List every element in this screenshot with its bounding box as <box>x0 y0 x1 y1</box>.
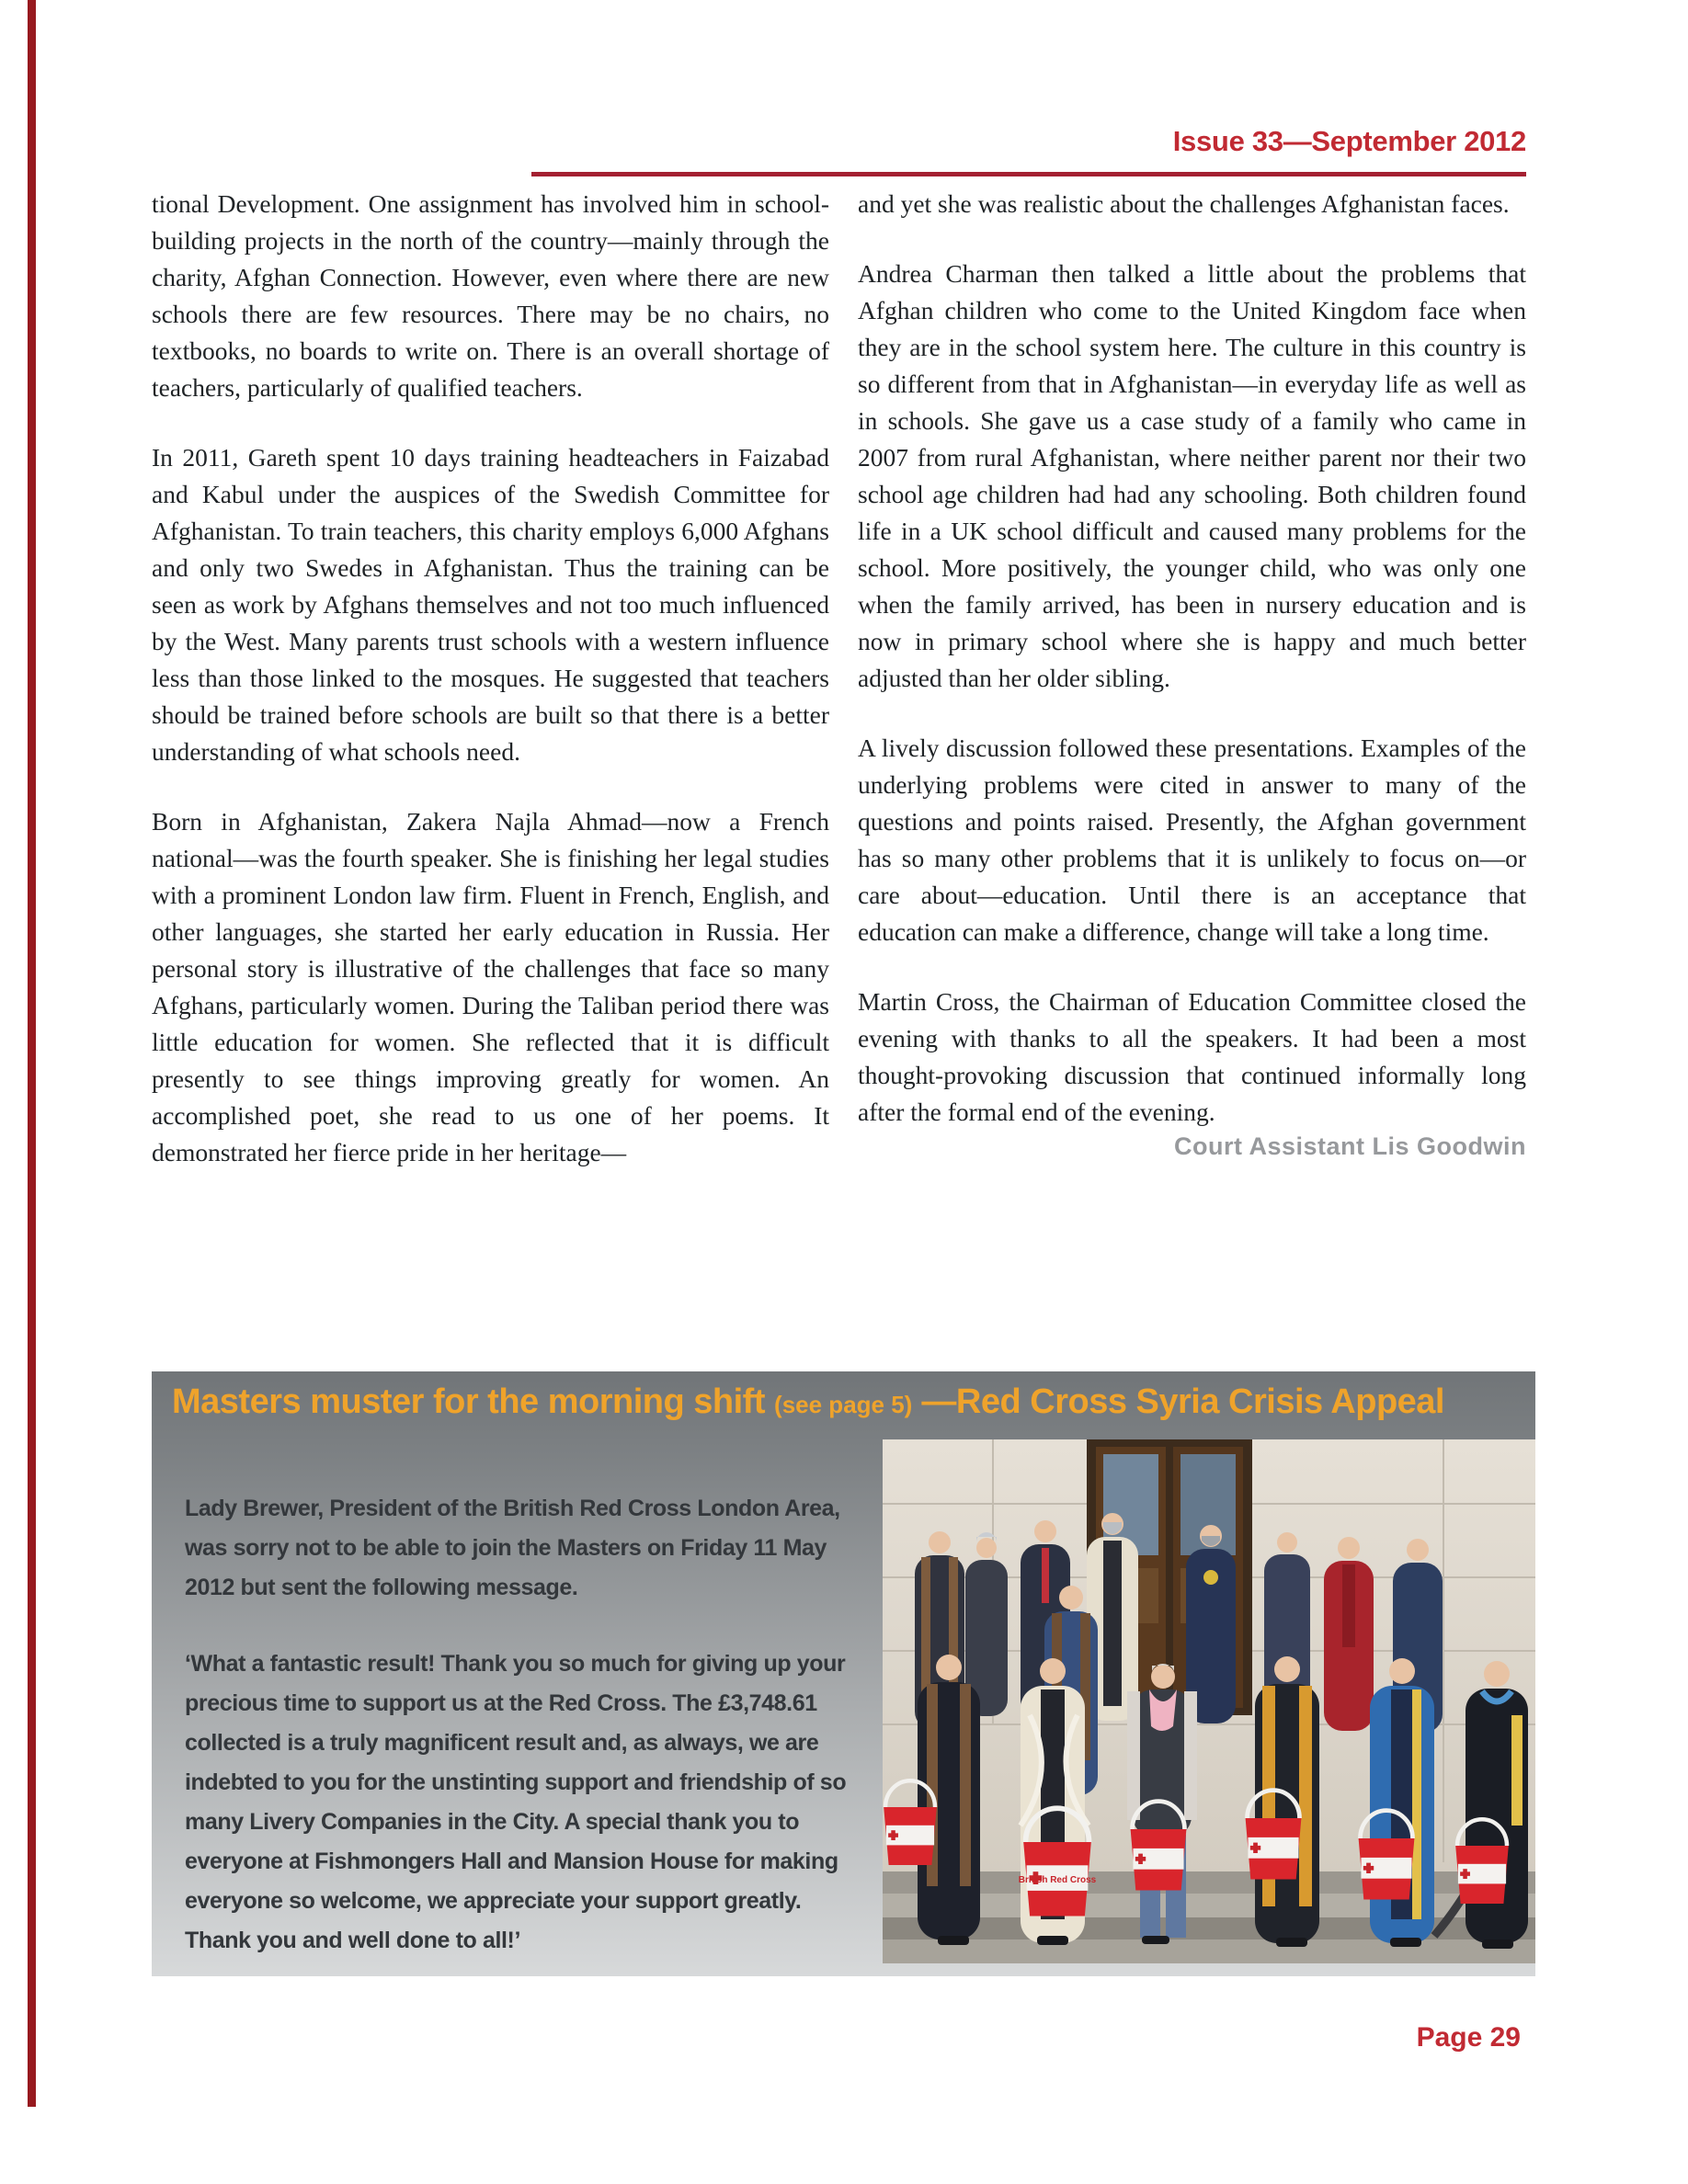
group-photo <box>883 1439 1535 1963</box>
page-number: Page 29 <box>1416 2022 1521 2053</box>
paragraph: Andrea Charman then talked a little about the problems that Afghan children who come to the United Kingdom face when they are in the school system here. The culture in this country is so different from that in Afghanistan—in everyday life as well as in schools. She gave us a case study of a family who came in 2007 from rural Afghanistan, where neither parent nor their two school age children had had any schooling. Both children found life in a UK school difficult and caused many problems for the school. More positively, the younger child, who was only one when the family arrived, has been in nursery education and is now in primary school where she is happy and much better adjusted than her older sibling. <box>858 259 1526 692</box>
photo-person <box>918 1655 980 1939</box>
photo-person <box>1324 1537 1374 1731</box>
paragraph: tional Development. One assignment has involved him in school-building projects in the north of the country—mainly through the charity, Afghan Connection. However, even where there are new schools there are few resources. There may be no chairs, no textbooks, no boards to write on. There is an overall shortage of teachers, particularly of qualified teachers. <box>152 189 829 402</box>
issue-header: Issue 33—September 2012 <box>1172 125 1526 157</box>
stone-steps <box>883 1871 1535 1963</box>
paragraph: ‘What a fantastic result! Thank you so much for giving up your precious time to support us at the Red Cross. The £3,748.61 collected is a truly magnificent result and, as always, we are indebted to you for the unstinting support and friendship of so many Livery Companies in the City. A special thank you to everyone at Fishmongers Hall and Mansion House for making everyone so welcome, we appreciate your support greatly. Thank you and well done to all!’ <box>185 1651 847 1953</box>
feature-headline <box>172 1382 1514 1422</box>
paragraph: Born in Afghanistan, Zakera Najla Ahmad—now a French national—was the fourth speaker. She is finishing her legal studies with a prominent London law firm. Fluent in French, English, and other languages, she started her early education in Russia. Her personal story is illustrative of the challenges that face so many Afghans, particularly women. During the Taliban period there was little education for women. She reflected that it is difficult presently to see things improving greatly for women. An accomplished poet, she read to us one of her poems. It demonstrated her fierce pride in her heritage— <box>152 807 829 1166</box>
header-rule <box>531 172 1526 176</box>
paragraph: In 2011, Gareth spent 10 days training headteachers in Faizabad and Kabul under the auspices of the Swedish Committee for Afghanistan. To train teachers, this charity employs 6,000 Afghans and only two Swedes in Afghanistan. Thus the training can be seen as work by Afghans themselves and not too much influenced by the West. Many parents trust schools with a western influence less than those linked to the mosques. He suggested that teachers should be trained before schools are built so that there is a better understanding of what schools need. <box>152 443 829 766</box>
paragraph: Lady Brewer, President of the British Red Cross London Area, was sorry not to be able to join the Masters on Friday 11 May 2012 but sent the following message. <box>185 1496 840 1600</box>
paragraph: A lively discussion followed these presentations. Examples of the underlying problems were cited in answer to many of the questions and points raised. Presently, the Afghan government has so many other problems that it is unlikely to focus on—or care about—education. Until there is an acceptance that education can make a difference, change will take a long time. <box>858 734 1526 946</box>
left-margin-rule <box>28 0 36 2107</box>
photo-person <box>1255 1656 1319 1943</box>
paragraph: and yet she was realistic about the challenges Afghanistan faces. <box>858 189 1510 218</box>
article-column-left <box>152 186 829 1371</box>
bucket-label: British Red Cross <box>1018 1875 1097 1885</box>
article-column-right <box>858 186 1526 1371</box>
feature-headline-rest: —Red Cross Syria Crisis Appeal <box>921 1382 1444 1421</box>
paragraph: Martin Cross, the Chairman of Education Committee closed the evening with thanks to all the speakers. It had been a most thought-provoking discussion that continued informally long after the formal end of the evening. <box>858 987 1526 1126</box>
article-credit: Court Assistant Lis Goodwin <box>1173 1132 1526 1160</box>
feature-headline-note: (see page 5) <box>774 1391 913 1418</box>
feature-headline-main: Masters muster for the morning shift <box>172 1382 765 1421</box>
feature-box <box>152 1371 1535 1976</box>
feature-box-copy <box>185 1489 873 1997</box>
photo-person <box>1370 1658 1434 1943</box>
